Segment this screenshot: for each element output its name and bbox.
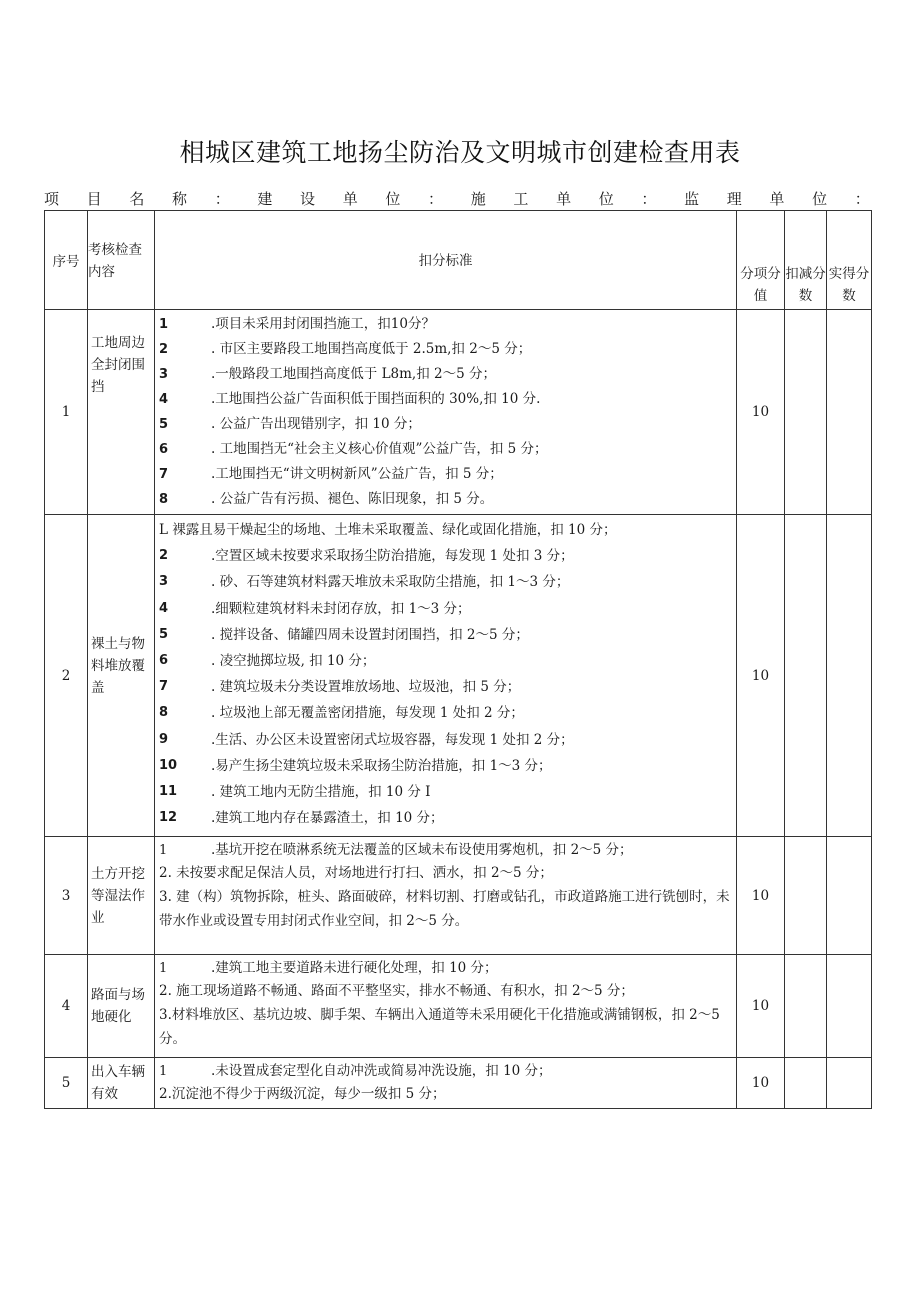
- rule-item: [159, 727, 733, 753]
- rule-number: 2: [159, 548, 169, 564]
- points-value: 10: [737, 310, 785, 515]
- project-info-char: 单: [769, 190, 785, 208]
- project-info-char: ：: [641, 190, 657, 208]
- actual-score-cell[interactable]: [827, 837, 872, 955]
- rule-number: 4: [159, 600, 169, 616]
- rule-number: 8: [159, 492, 169, 507]
- rule-text: .生活、办公区未设置密闭式垃圾容器，每发现 1 处扣 2 分；: [211, 731, 574, 748]
- rule-text: 2.沉淀池不得少于两级沉淀，每少一级扣 5 分；: [159, 1086, 446, 1102]
- section-content: 裸土与物料堆放覆盖: [88, 515, 155, 837]
- points-value: 10: [737, 1058, 785, 1109]
- header-content: 考核检查内容: [88, 211, 155, 310]
- rule-number: 3: [159, 574, 169, 590]
- rule-item: [159, 462, 733, 487]
- rule-item: [159, 312, 733, 337]
- rule-item: [159, 648, 733, 674]
- rule-item: [159, 862, 733, 885]
- rule-number: 2: [159, 342, 169, 357]
- rule-item: [159, 980, 733, 1003]
- section-number: 3: [45, 837, 88, 955]
- rule-number: 1: [159, 317, 169, 332]
- rule-text: . 市区主要路段工地围挡高度低于 2.5m,扣 2～5 分；: [211, 341, 532, 357]
- rule-number: 5: [159, 417, 169, 432]
- rule-number: 5: [159, 626, 169, 642]
- section-content: 出入车辆有效: [88, 1058, 155, 1109]
- rule-item: [159, 1083, 733, 1106]
- rule-number: 12: [159, 810, 178, 826]
- rule-text: .一般路段工地围挡高度低于 L8m,扣 2～5 分；: [211, 366, 496, 382]
- rule-text: . 搅拌设备、储罐四周未设置封闭围挡，扣 2～5 分；: [211, 626, 529, 643]
- rule-number: 1: [159, 1064, 168, 1079]
- actual-score-cell[interactable]: [827, 310, 872, 515]
- rule-item: [159, 753, 733, 779]
- rule-item: [159, 387, 733, 412]
- rule-item: [159, 362, 733, 387]
- header-points: 分项分值: [737, 211, 785, 310]
- rule-item: [159, 839, 733, 862]
- header-row: [45, 211, 872, 310]
- rule-text: .建筑工地主要道路未进行硬化处理，扣 10 分；: [211, 960, 498, 976]
- rule-text: .工地围挡公益广告面积低于围挡面积的 30%,扣 10 分.: [211, 391, 541, 407]
- rule-text: .易产生扬尘建筑垃圾未采取扬尘防治措施，扣 1～3 分；: [211, 757, 552, 774]
- deduct-cell[interactable]: [785, 1058, 827, 1109]
- rule-number: 11: [159, 784, 178, 800]
- rule-text: .基坑开挖在喷淋系统无法覆盖的区域未布设使用雾炮机，扣 2～5 分；: [211, 842, 633, 858]
- project-info-char: 称: [172, 190, 188, 208]
- rule-item: [159, 569, 733, 595]
- deduction-rules: [155, 515, 737, 837]
- rule-item: [159, 885, 733, 933]
- rule-number: 6: [159, 653, 169, 669]
- project-info-char: 理: [726, 190, 742, 208]
- deduction-rules: [155, 837, 737, 955]
- rule-text: .未设置成套定型化自动冲洗或简易冲洗设施，扣 10 分；: [211, 1063, 552, 1079]
- rule-item: [159, 674, 733, 700]
- rule-text: . 凌空抛掷垃圾, 扣 10 分；: [211, 653, 376, 670]
- project-info-char: 单: [556, 190, 572, 208]
- rule-item: [159, 779, 733, 805]
- rule-item: [159, 957, 733, 980]
- deduction-rules: [155, 1058, 737, 1109]
- project-info-char: 位: [385, 190, 401, 208]
- project-info-char: 位: [598, 190, 614, 208]
- header-rules: 扣分标准: [155, 211, 737, 310]
- page-title: 相城区建筑工地扬尘防治及文明城市创建检查用表: [179, 138, 741, 167]
- deduct-cell[interactable]: [785, 955, 827, 1058]
- rule-text: 3.材料堆放区、基坑边坡、脚手架、车辆出入通道等未采用硬化干化措施或满铺钢板，扣 2～5 分。: [159, 1007, 720, 1047]
- section-number: 5: [45, 1058, 88, 1109]
- project-info-char: ：: [214, 190, 230, 208]
- actual-score-cell[interactable]: [827, 1058, 872, 1109]
- project-info-row: [44, 188, 870, 208]
- rule-text: 2. 施工现场道路不畅通、路面不平整坚实，排水不畅通、有积水，扣 2～5 分；: [159, 983, 634, 999]
- rule-item: [159, 543, 733, 569]
- section-number: 2: [45, 515, 88, 837]
- section-number: 1: [45, 310, 88, 515]
- project-info-char: 项: [44, 190, 60, 208]
- rule-text: .细颗粒建筑材料未封闭存放，扣 1～3 分；: [211, 600, 471, 617]
- project-info-char: 建: [257, 190, 273, 208]
- rule-text: . 建筑工地内无防尘措施，扣 10 分 I: [211, 784, 431, 801]
- rule-number: 10: [159, 757, 178, 773]
- rule-item: [159, 437, 733, 462]
- header-deduct: 扣减分数: [785, 211, 827, 310]
- deduction-rules: [155, 310, 737, 515]
- section-row: [45, 1058, 872, 1109]
- actual-score-cell[interactable]: [827, 515, 872, 837]
- rule-item: [159, 805, 733, 831]
- rule-text: . 砂、石等建筑材料露天堆放未采取防尘措施，扣 1～3 分；: [211, 574, 570, 591]
- rule-item: [159, 596, 733, 622]
- rule-item: [159, 337, 733, 362]
- points-value: 10: [737, 837, 785, 955]
- rule-text: L 裸露且易干燥起尘的场地、土堆未采取覆盖、绿化或固化措施，扣 10 分；: [159, 522, 617, 538]
- deduction-rules: [155, 955, 737, 1058]
- rule-item: [159, 622, 733, 648]
- project-info-char: 位: [812, 190, 828, 208]
- section-row: [45, 515, 872, 837]
- rule-number: 6: [159, 442, 169, 457]
- project-info-char: 单: [342, 190, 358, 208]
- section-content: 土方开挖等湿法作业: [88, 837, 155, 955]
- rule-number: 8: [159, 705, 169, 721]
- header-actual: 实得分数: [827, 211, 872, 310]
- rule-text: 3. 建（构）筑物拆除，桩头、路面破碎，材料切割、打磨或钻孔，市政道路施工进行铣刨时，未带水作业或设置专用封闭式作业空间，扣 2～5 分。: [159, 889, 730, 929]
- project-info-char: 监: [684, 190, 700, 208]
- section-content: 路面与场地硬化: [88, 955, 155, 1058]
- rule-text: .工地围挡无“讲文明树新风”公益广告，扣 5 分；: [211, 466, 503, 482]
- section-row: [45, 837, 872, 955]
- rule-text: . 工地围挡无“社会主义核心价值观”公益广告，扣 5 分；: [211, 441, 548, 457]
- rule-item: [159, 700, 733, 726]
- section-number: 4: [45, 955, 88, 1058]
- rule-text: .建筑工地内存在暴露渣土，扣 10 分；: [211, 810, 444, 827]
- rule-text: . 公益广告有污损、褪色、陈旧现象，扣 5 分。: [211, 491, 494, 507]
- rule-item: [159, 412, 733, 437]
- rule-number: 3: [159, 367, 169, 382]
- rule-text: .项目未采用封闭围挡施工，扣10分？: [211, 316, 435, 332]
- rule-number: 7: [159, 467, 169, 482]
- points-value: 10: [737, 955, 785, 1058]
- rule-item: [159, 517, 733, 543]
- inspection-table: [44, 210, 872, 1109]
- section-content: 工地周边全封闭围挡: [88, 310, 155, 515]
- project-info-char: 目: [86, 190, 102, 208]
- points-value: 10: [737, 515, 785, 837]
- rule-item: [159, 487, 733, 512]
- deduct-cell[interactable]: [785, 515, 827, 837]
- section-row: [45, 310, 872, 515]
- rule-text: . 公益广告出现错别字，扣 10 分；: [211, 416, 421, 432]
- rule-text: .空置区域未按要求采取扬尘防治措施，每发现 1 处扣 3 分；: [211, 548, 574, 565]
- rule-text: 2. 未按要求配足保洁人员，对场地进行打扫、洒水，扣 2～5 分；: [159, 865, 553, 881]
- rule-number: 4: [159, 392, 169, 407]
- project-info-char: ：: [854, 190, 870, 208]
- rule-item: [159, 1060, 733, 1083]
- deduct-cell[interactable]: [785, 310, 827, 515]
- rule-text: . 垃圾池上部无覆盖密闭措施，每发现 1 处扣 2 分；: [211, 705, 524, 722]
- project-info-char: 名: [129, 190, 145, 208]
- rule-number: 1: [159, 961, 168, 976]
- project-info-char: 施: [470, 190, 486, 208]
- project-info-char: ：: [428, 190, 444, 208]
- rule-text: . 建筑垃圾未分类设置堆放场地、垃圾池，扣 5 分；: [211, 679, 521, 696]
- header-no: 序号: [45, 211, 88, 310]
- actual-score-cell[interactable]: [827, 955, 872, 1058]
- project-info-char: 设: [300, 190, 316, 208]
- rule-number: 7: [159, 679, 169, 695]
- section-row: [45, 955, 872, 1058]
- project-info-char: 工: [513, 190, 529, 208]
- rule-number: 9: [159, 731, 169, 747]
- deduct-cell[interactable]: [785, 837, 827, 955]
- rule-item: [159, 1003, 733, 1051]
- rule-number: 1: [159, 843, 168, 858]
